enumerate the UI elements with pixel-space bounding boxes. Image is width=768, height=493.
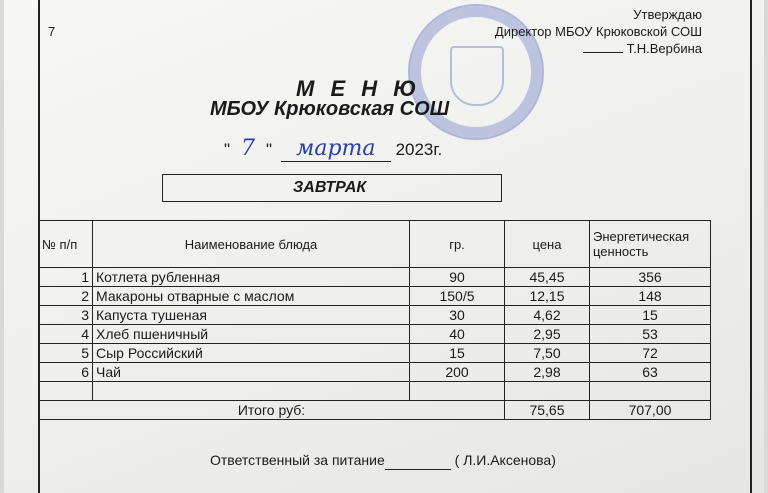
meal-heading: ЗАВТРАК (162, 174, 502, 202)
row-grams: 200 (410, 363, 505, 382)
row-name: Котлета рубленная (93, 268, 410, 287)
row-price: 12,15 (505, 287, 590, 306)
menu-table (38, 220, 711, 420)
approval-line-1: Утверждаю (633, 7, 702, 22)
table-row (39, 344, 711, 363)
row-grams (410, 382, 505, 401)
row-no: 2 (39, 287, 93, 306)
table-row (39, 287, 711, 306)
table-row (39, 306, 711, 325)
row-energy: 53 (590, 325, 711, 344)
table-row (39, 268, 711, 287)
total-energy: 707,00 (590, 401, 711, 420)
responsible-line (210, 452, 556, 470)
date-day: 7 (241, 136, 256, 161)
total-label: Итого руб: (39, 401, 505, 420)
row-energy: 356 (590, 268, 711, 287)
row-energy: 63 (590, 363, 711, 382)
header-grams: гр. (410, 221, 505, 268)
row-no: 3 (39, 306, 93, 325)
responsible-label: Ответственный за питание (210, 452, 385, 468)
total-price: 75,65 (505, 401, 590, 420)
responsible-name: ( Л.И.Аксенова) (454, 452, 556, 468)
row-energy (590, 382, 711, 401)
menu-date (220, 136, 442, 162)
header-name: Наименование блюда (93, 221, 410, 268)
date-quote-close: " (266, 140, 273, 159)
date-month: марта (281, 136, 391, 162)
row-price: 4,62 (505, 306, 590, 325)
responsible-signature (385, 453, 451, 470)
header-energy: Энергетическая ценность (590, 221, 711, 268)
row-name: Хлеб пшеничный (93, 325, 410, 344)
row-energy: 72 (590, 344, 711, 363)
row-name: Макароны отварные с маслом (93, 287, 410, 306)
row-energy: 148 (590, 287, 711, 306)
row-no: 5 (39, 344, 93, 363)
row-no: 6 (39, 363, 93, 382)
row-name: Сыр Российский (93, 344, 410, 363)
row-no: 4 (39, 325, 93, 344)
table-total-row (39, 401, 711, 420)
row-grams: 15 (410, 344, 505, 363)
row-price: 2,98 (505, 363, 590, 382)
row-price: 45,45 (505, 268, 590, 287)
table-row (39, 363, 711, 382)
row-price (505, 382, 590, 401)
row-no: 1 (39, 268, 93, 287)
menu-sheet (4, 0, 764, 493)
approval-block (452, 6, 702, 57)
director-name: Т.Н.Вербина (626, 41, 702, 56)
table-row (39, 325, 711, 344)
table-header-row (39, 221, 711, 268)
row-name: Капуста тушеная (93, 306, 410, 325)
row-grams: 90 (410, 268, 505, 287)
approval-line-3-row (452, 40, 702, 57)
row-price: 7,50 (505, 344, 590, 363)
director-signature-line (583, 52, 623, 53)
row-grams: 150/5 (410, 287, 505, 306)
row-grams: 30 (410, 306, 505, 325)
row-grams: 40 (410, 325, 505, 344)
date-year: 2023г. (395, 140, 443, 159)
school-name: МБОУ Крюковская СОШ (210, 98, 450, 120)
row-name (93, 382, 410, 401)
header-no: № п/п (39, 221, 93, 268)
table-row-empty (39, 382, 711, 401)
header-price: цена (505, 221, 590, 268)
approval-line-2: Директор МБОУ Крюковской СОШ (494, 24, 702, 39)
page-title: М Е Н Ю (296, 76, 422, 101)
row-price: 2,95 (505, 325, 590, 344)
row-energy: 15 (590, 306, 711, 325)
right-border-line (750, 0, 752, 493)
page-number: 7 (48, 24, 56, 39)
row-no (39, 382, 93, 401)
row-name: Чай (93, 363, 410, 382)
date-quote-open: " (224, 140, 231, 159)
